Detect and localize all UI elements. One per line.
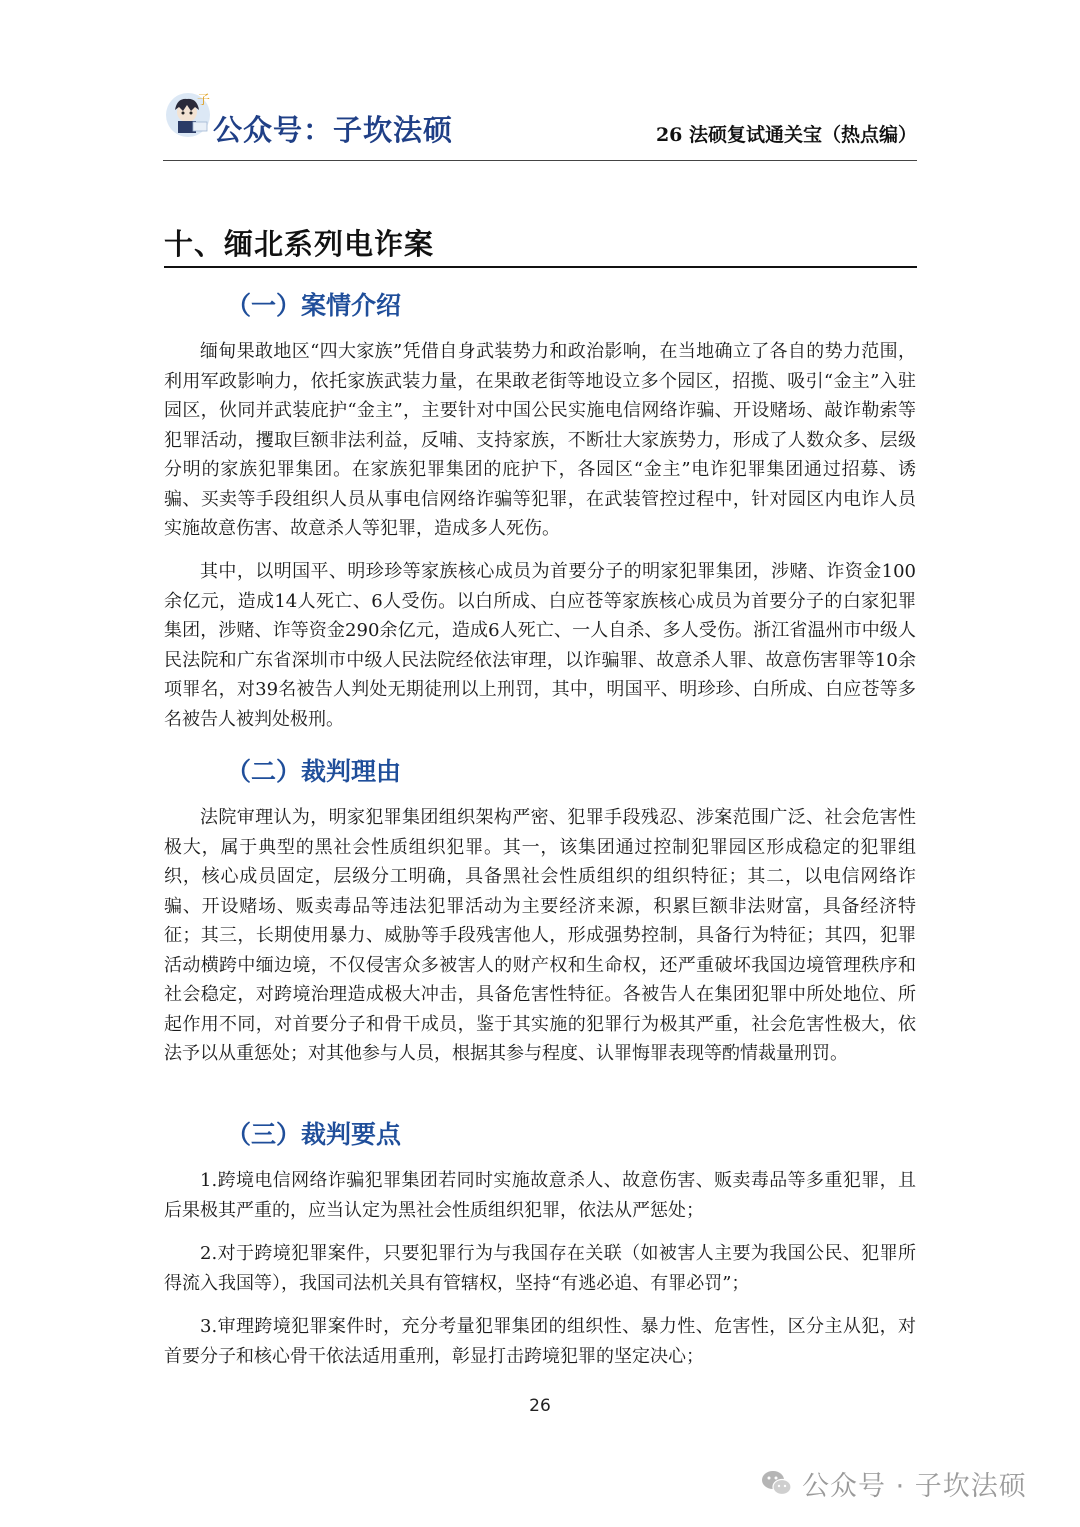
section-heading: （一）案情介绍 bbox=[226, 291, 402, 320]
chapter-divider bbox=[164, 266, 917, 268]
section-heading: （二）裁判理由 bbox=[226, 757, 402, 786]
paragraph: 缅甸果敢地区“四大家族”凭借自身武装势力和政治影响，在当地确立了各自的势力范围，利用军政影响力，依托家族武装力量，在果敢老街等地设立多个园区，招揽、吸引“金主”入驻园区，伙同并武装庇护“金主”，主要针对中国公民实施电信网络诈骗、开设赌场、敲诈勒索等犯罪活动，攫取巨额非法利益，反哺、支持家族，不断壮大家族势力，形成了人数众多、层级分明的家族犯罪集团。在家族犯罪集团的庇护下，各园区“金主”电诈犯罪集团通过招募、诱骗、买卖等手段组织人员从事电信网络诈骗等犯罪，在武装管控过程中，针对园区内电诈人员实施故意伤害、故意杀人等犯罪，造成多人死伤。 bbox=[164, 341, 916, 539]
watermark bbox=[760, 1465, 1027, 1501]
list-item: 3.审理跨境犯罪案件时，充分考量犯罪集团的组织性、暴力性、危害性，区分主从犯，对首要分子和核心骨干依法适用重刑，彰显打击跨境犯罪的坚定决心； bbox=[164, 1316, 916, 1367]
avatar-logo-icon bbox=[163, 88, 213, 138]
brand-name: 公众号：子坎法硕 bbox=[213, 113, 454, 147]
header-divider bbox=[163, 160, 917, 161]
list-item: 1.跨境电信网络诈骗犯罪集团若同时实施故意杀人、故意伤害、贩卖毒品等多重犯罪，且后果极其严重的，应当认定为黑社会性质组织犯罪，依法从严惩处； bbox=[164, 1170, 916, 1221]
page-number: 26 bbox=[529, 1396, 551, 1416]
section-heading: （三）裁判要点 bbox=[226, 1120, 402, 1149]
list-item: 2.对于跨境犯罪案件，只要犯罪行为与我国存在关联（如被害人主要为我国公民、犯罪所得流入我国等），我国司法机关具有管辖权，坚持“有逃必追、有罪必罚”； bbox=[164, 1243, 916, 1294]
paragraph: 法院审理认为，明家犯罪集团组织架构严密、犯罪手段残忍、涉案范围广泛、社会危害性极大，属于典型的黑社会性质组织犯罪。其一，该集团通过控制犯罪园区形成稳定的犯罪组织，核心成员固定，层级分工明确，具备黑社会性质组织的组织特征；其二，以电信网络诈骗、开设赌场、贩卖毒品等违法犯罪活动为主要经济来源，积累巨额非法财富，具备经济特征；其三，长期使用暴力、威胁等手段残害他人，形成强势控制，具备行为特征；其四，犯罪活动横跨中缅边境，不仅侵害众多被害人的财产权和生命权，还严重破坏我国边境管理秩序和社会稳定，对跨境治理造成极大冲击，具备危害性特征。各被告人在集团犯罪中所处地位、所起作用不同，对首要分子和骨干成员，鉴于其实施的犯罪行为极其严重，社会危害性极大，依法予以从重惩处；对其他参与人员，根据其参与程度、认罪悔罪表现等酌情裁量刑罚。 bbox=[164, 807, 916, 1064]
document-title: 26 法硕复试通关宝（热点编） bbox=[655, 124, 917, 146]
paragraph: 其中，以明国平、明珍珍等家族核心成员为首要分子的明家犯罪集团，涉赌、诈资金100余亿元，造成14人死亡、6人受伤。以白所成、白应苍等家族核心成员为首要分子的白家犯罪集团，涉赌、诈等资金290余亿元，造成6人死亡、一人自杀、多人受伤。浙江省温州市中级人民法院和广东省深圳市中级人民法院经依法审理，以诈骗罪、故意杀人罪、故意伤害罪等10余项罪名，对39名被告人判处无期徒刑以上刑罚，其中，明国平、明珍珍、白所成、白应苍等多名被告人被判处极刑。 bbox=[164, 561, 916, 730]
watermark-text: 公众号 · 子坎法硕 bbox=[802, 1470, 1027, 1502]
page-header bbox=[163, 88, 917, 164]
svg-text:子: 子 bbox=[197, 93, 211, 108]
chapter-title: 十、缅北系列电诈案 bbox=[164, 227, 435, 261]
wechat-icon bbox=[760, 1466, 794, 1500]
